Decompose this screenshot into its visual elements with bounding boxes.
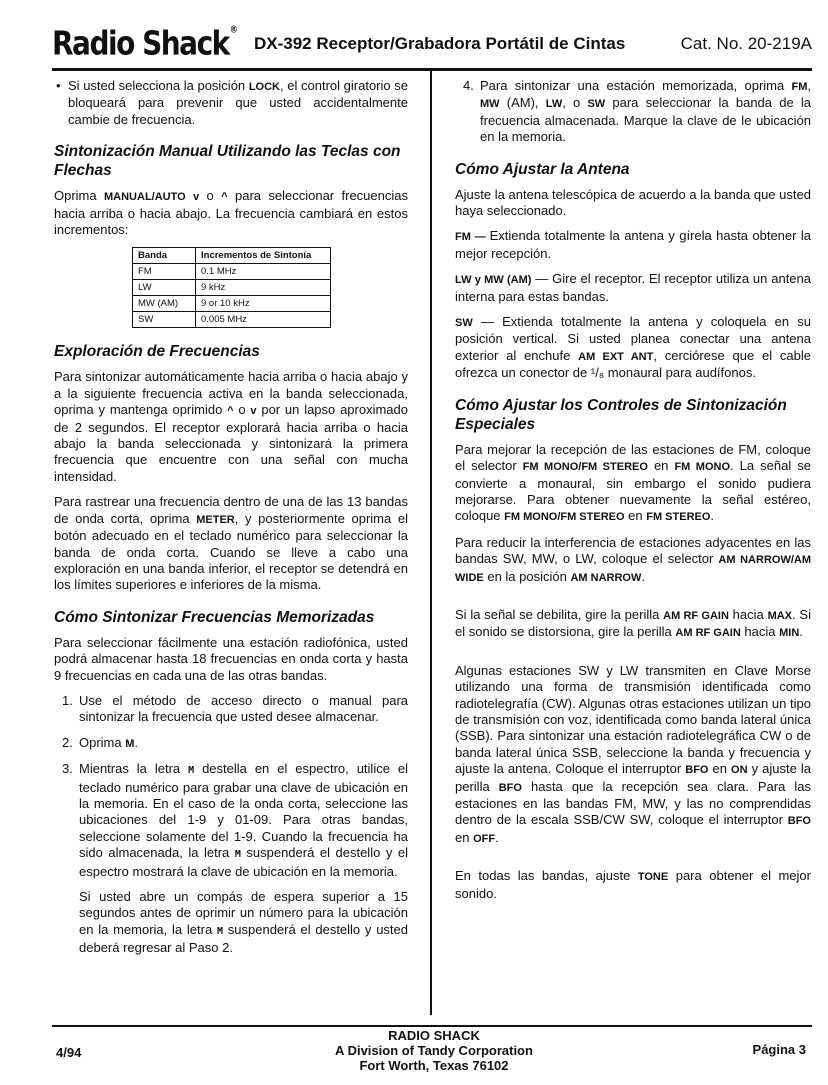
header-rule xyxy=(52,68,812,71)
table-cell-band: FM xyxy=(133,264,196,280)
table-row xyxy=(133,264,331,280)
antenna-fm-text: FM — Extienda totalmente la antena y gírela hasta obtener la mejor recepción. xyxy=(455,228,811,261)
heading-special-controls: Cómo Ajustar los Controles de Sintonización Especiales xyxy=(455,396,787,433)
table-cell-band: LW xyxy=(133,280,196,296)
right-column xyxy=(455,78,811,911)
table-cell-increment: 9 kHz xyxy=(196,280,331,296)
tone-text: En todas las bandas, ajuste TONE para obtener el mejor sonido. xyxy=(455,868,811,901)
page-number: Página 3 xyxy=(752,1042,806,1057)
antenna-lw-mw-text: LW y MW (AM) — Gire el receptor. El receptor utiliza un antena interna para estas bandas. xyxy=(455,271,811,304)
manual-tuning-text: Oprima MANUAL/AUTO v o ^ para seleccionar frecuencias hacia arriba o hacia abajo. La frecuencia cambiará en estos incrementos: xyxy=(54,188,408,238)
scan-text-1: Para sintonizar automáticamente hacia arriba o hacia abajo y a la siguiente frecuencia activa en la banda seleccionada, oprima y mantenga oprimido ^ o v por un lapso aproximado de 2 segundos. El receptor explorará hacia arriba o hacia abajo la banda seleccionada y sintonizará la primera frecuencia que encuentre con una señal con mucha intensidad. xyxy=(54,369,408,484)
table-cell-band: MW (AM) xyxy=(133,296,196,312)
heading-manual-tuning: Sintonización Manual Utilizando las Teclas con Flechas xyxy=(54,143,401,180)
step-3-continuation: Si usted abre un compás de espera superior a 15 segundos antes de oprimir un número para la ubicación en la memoria, la letra M suspenderá el destello y usted deberá regresar al Paso 2. xyxy=(79,889,408,956)
table-header-row xyxy=(133,248,331,264)
left-column xyxy=(54,78,408,966)
table-cell-increment: 0.1 MHz xyxy=(196,264,331,280)
lock-note: • Si usted selecciona la posición LOCK, el control giratorio se bloqueará para prevenir que usted accidentalmente cambie de frecuencia. xyxy=(54,78,408,128)
bfo-text: Algunas estaciones SW y LW transmiten en Clave Morse utilizando una forma de transmisión identificada como radiotelegrafía (CW). Algunas otras estaciones utilizan un tipo de transmisión con voz, identificada como banda lateral única (SSB). Para sintonizar una estación radiotelegráfica CW o de banda lateral única SSB, seleccione la banda y frecuencia y ajuste la antena. Coloque el interruptor BFO en ON y ajuste la perilla BFO hasta que la recepción sea clara. Para las estaciones en las bandas FM, MW, y las no comprendidas dentro de la escala SSB/CW SW, coloque el interruptor BFO en OFF. xyxy=(455,662,811,845)
rf-gain-text: Si la señal se debilita, gire la perilla AM RF GAIN hacia MAX. Si el sonido se distorsiona, gire la perilla AM RF GAIN hacia MIN. xyxy=(455,606,811,640)
document-title: DX-392 Receptor/Grabadora Portátil de Cintas xyxy=(254,34,626,53)
scan-text-2: Para rastrear una frecuencia dentro de una de las 13 bandas de onda corta, oprima METER, y posteriormente oprima el botón adecuado en el teclado numérico para seleccionar la banda de onda corta. Cuando se lleve a cabo una exploración en una banda inferior, el receptor se detendrá en los límites superiores e inferiores de la misma. xyxy=(54,494,409,593)
publication-date: 4/94 xyxy=(56,1045,82,1060)
list-item: 3. Mientras la letra M destella en el espectro, utilice el teclado numérico para grabar una clave de ubicación en la memoria. En el caso de la onda corta, seleccione las ubicaciones del 1-9 y 01-09. Para otras bandas, seleccione solamente del 1-9. Cuando la frecuencia ha sido almacenada, la letra M suspenderá el destello y el espectro mostrará la clave de ubicación en la memoria. xyxy=(62,761,408,879)
column-divider xyxy=(430,71,432,1015)
heading-antenna: Cómo Ajustar la Antena xyxy=(455,160,630,178)
table-row xyxy=(133,280,331,296)
tuning-increments-table xyxy=(132,247,331,328)
table-cell-increment: 0.005 MHz xyxy=(196,312,331,328)
memory-intro-text: Para seleccionar fácilmente una estación radiofónica, usted podrá almacenar hasta 18 frecuencias en onda corta y hasta 9 frecuencias en cada una de las otras bandas. xyxy=(54,634,408,683)
memory-steps-list xyxy=(54,693,408,880)
radio-shack-logo: Radio Shack® xyxy=(52,24,238,63)
footer-rule xyxy=(52,1025,812,1027)
company-address: RADIO SHACK A Division of Tandy Corporation Fort Worth, Texas 76102 xyxy=(335,1028,533,1073)
heading-frequency-scan: Exploración de Frecuencias xyxy=(54,343,260,361)
table-cell-increment: 9 or 10 kHz xyxy=(196,296,331,312)
list-item: 1. Use el método de acceso directo o manual para sintonizar la frecuencia que usted desee almacenar. xyxy=(62,692,408,725)
list-item: 2. Oprima M. xyxy=(62,734,139,750)
heading-memory-tuning: Cómo Sintonizar Frecuencias Memorizadas xyxy=(54,608,375,626)
fm-mono-text: Para mejorar la recepción de las estaciones de FM, coloque el selector FM MONO/FM STEREO en FM MONO. La señal se convierte a monaural, sin embargo el sonido pudiera mejorarse. Para obtener nuevamente la señal estéreo, coloque FM MONO/FM STEREO en FM STEREO. xyxy=(455,441,811,524)
memory-steps-list-continued xyxy=(455,78,811,146)
table-header-increment: Incrementos de Sintonía xyxy=(196,248,331,264)
page-header xyxy=(52,20,812,64)
registered-mark: ® xyxy=(229,24,238,35)
antenna-intro-text: Ajuste la antena telescópica de acuerdo a la banda que usted haya seleccionado. xyxy=(455,186,811,219)
catalog-number: Cat. No. 20-219A xyxy=(680,34,812,53)
table-header-band: Banda xyxy=(133,248,196,264)
am-narrow-text: Para reducir la interferencia de estaciones adyacentes en las bandas SW, MW, o LW, coloque el selector AM NARROW/AM WIDE en la posición AM NARROW. xyxy=(455,534,811,584)
table-cell-band: SW xyxy=(133,312,196,328)
list-item: 4. Para sintonizar una estación memorizada, oprima FM, MW (AM), LW, o SW para seleccionar la banda de la frecuencia almacenada. Marque la clave de le ubicación en la memoria. xyxy=(463,78,811,145)
antenna-sw-text: SW — Extienda totalmente la antena y coloquela en su posición vertical. Si usted planea conectar una antena exterior al enchufe AM EXT ANT, cerciórese que el cable ofrezca un conector de ¹/₈ monaural para audífonos. xyxy=(455,314,811,381)
table-row xyxy=(133,312,331,328)
table-row xyxy=(133,296,331,312)
